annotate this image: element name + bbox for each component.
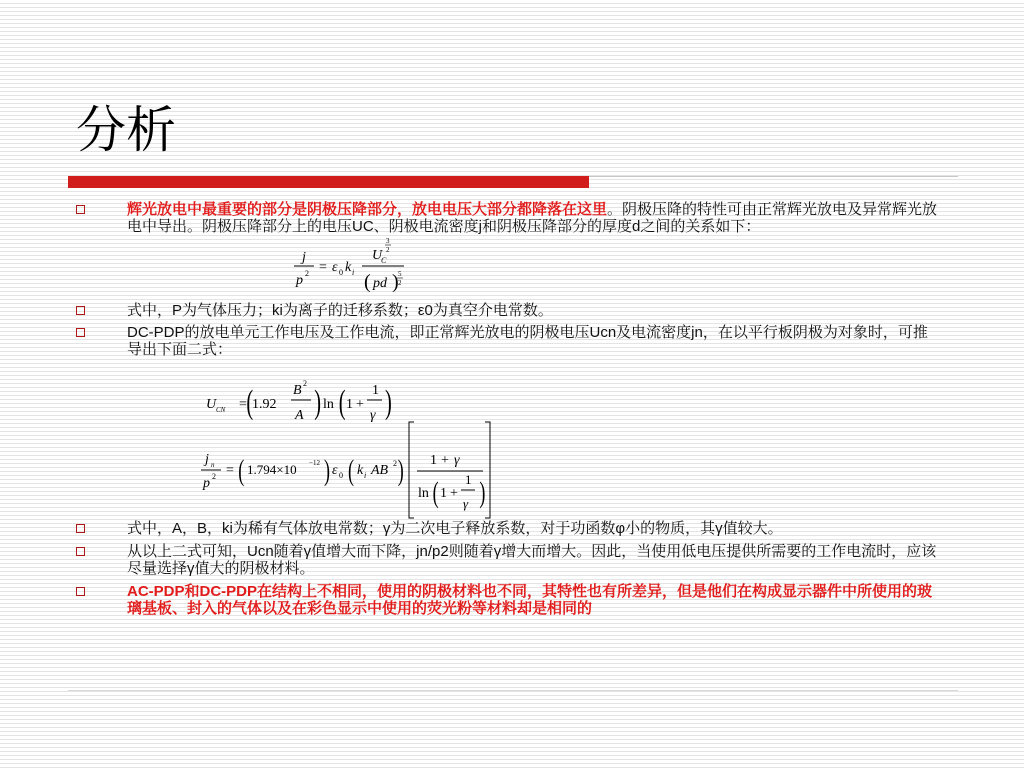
- eq2-one: 1: [346, 397, 353, 412]
- eq1-U: U: [372, 248, 383, 263]
- bullet-text: [127, 583, 942, 617]
- eq1-U-sub: C: [381, 256, 387, 265]
- eq1-k: k: [345, 260, 352, 275]
- eq3-epsilon: ε: [332, 463, 338, 478]
- body-text: 。阴极压降的特性可由正常辉光放电及异常辉光放电中导出。阴极压降部分上的电压UC、阴极电流密度j和阴极压降部分的厚度d之间的关系如下：: [127, 201, 938, 235]
- eq2-U: U: [206, 397, 217, 412]
- square-bullet-icon: [76, 547, 85, 556]
- eq3-den-gamma: γ: [463, 496, 469, 511]
- bullet-text: 式中，A，B，ki为稀有气体放电常数；γ为二次电子释放系数，对于功函数φ小的物质，其γ值较大。: [127, 520, 783, 537]
- eq2-lparen1: (: [246, 383, 254, 422]
- eq1-epsilon-sub: 0: [339, 268, 343, 277]
- bullet-text: [127, 201, 942, 235]
- eq3-den-plus: +: [450, 486, 458, 501]
- eq3-coef: 1.794×10: [247, 462, 297, 477]
- title-underline: [68, 176, 958, 188]
- highlight-text: AC-PDP和DC-PDP在结构上不相同，使用的阴极材料也不同，其特性也有所差异，但是他们在构成显示器件中所使用的玻璃基板、封入的气体以及在彩色显示中使用的荧光粉等材料却是相同的: [127, 583, 933, 617]
- eq3-p: p: [203, 476, 210, 491]
- eq1-pd-exp-den: 2: [398, 279, 402, 287]
- eq2-U-sub: CN: [216, 406, 226, 414]
- eq3-num-plus: +: [441, 453, 449, 468]
- eq2-equals: =: [239, 397, 247, 412]
- eq2-lparen2: (: [338, 383, 346, 422]
- equation-jn: [195, 420, 495, 525]
- eq3-rparen3: ): [479, 476, 486, 510]
- eq3-j: j: [205, 452, 209, 467]
- eq1-equals: =: [319, 260, 327, 275]
- square-bullet-icon: [76, 205, 85, 214]
- eq3-AB: AB: [371, 463, 389, 478]
- title-rule: [589, 176, 958, 177]
- square-bullet-icon: [76, 306, 85, 315]
- eq1-p: p: [296, 273, 303, 288]
- eq3-k: k: [357, 463, 364, 478]
- equation-cathode-fall: [288, 235, 418, 304]
- eq2-B: B: [293, 383, 302, 398]
- eq3-AB-exp: 2: [393, 459, 397, 468]
- eq2-rparen1: ): [314, 383, 321, 422]
- eq3-lparen2: (: [348, 454, 354, 488]
- eq3-epsilon-sub: 0: [339, 471, 343, 480]
- eq3-num-one: 1: [430, 453, 437, 468]
- eq1-lparen: (: [364, 271, 371, 293]
- eq1-rparen: ): [392, 271, 399, 293]
- eq2-coef: 1.92: [252, 397, 277, 412]
- eq1-U-exp-num: 3: [386, 237, 390, 245]
- eq3-equals: =: [226, 463, 234, 478]
- eq3-den-one: 1: [440, 486, 447, 501]
- eq1-U-exp-den: 2: [386, 246, 390, 254]
- eq1-j: j: [302, 250, 306, 265]
- eq2-plus: +: [356, 397, 364, 412]
- eq1-epsilon: ε: [332, 260, 338, 275]
- eq2-rparen2: ): [385, 383, 392, 422]
- bullet-text: 从以上二式可知，Ucn随着γ值增大而下降，jn/p2则随着γ增大而增大。因此，当使用低电压提供所需要的工作电流时，应该尽量选择γ值大的阴极材料。: [127, 543, 937, 577]
- eq3-ln: ln: [418, 486, 429, 501]
- eq2-gamma: γ: [370, 408, 376, 423]
- eq1-p-exp: 2: [305, 269, 309, 278]
- eq1-pd-exp-num: 5: [398, 270, 402, 278]
- slide-title: 分析: [76, 101, 176, 159]
- footer-rule: [68, 690, 958, 691]
- bullet-text: 式中，P为气体压力；ki为离子的迁移系数；ε0为真空介电常数。: [127, 302, 553, 319]
- eq3-lparen1: (: [238, 454, 245, 488]
- title-accent-bar: [68, 176, 589, 188]
- bullet-text: DC-PDP的放电单元工作电压及工作电流，即正常辉光放电的阴极电压Ucn及电流密度jn，在以平行板阴极为对象时，可推导出下面二式：: [127, 324, 928, 358]
- eq3-rparen2: ): [397, 454, 404, 488]
- eq3-rparen1: ): [324, 454, 330, 488]
- square-bullet-icon: [76, 524, 85, 533]
- highlight-text: 辉光放电中最重要的部分是阴极压降部分，放电电压大部分都降落在这里: [127, 201, 608, 218]
- eq3-p-exp: 2: [212, 472, 216, 481]
- eq3-num-gamma: γ: [454, 453, 460, 468]
- eq3-k-sub: i: [364, 471, 367, 480]
- eq2-ln: ln: [323, 397, 334, 412]
- eq2-frac-one: 1: [372, 383, 379, 398]
- eq1-pd: pd: [373, 276, 387, 291]
- square-bullet-icon: [76, 587, 85, 596]
- eq3-j-sub: n: [211, 461, 215, 469]
- eq3-lparen3: (: [432, 476, 439, 510]
- eq3-den-frac-one: 1: [465, 472, 472, 487]
- eq1-k-sub: i: [352, 268, 355, 277]
- square-bullet-icon: [76, 328, 85, 337]
- eq3-coef-exp: −12: [309, 459, 320, 467]
- eq2-B-exp: 2: [303, 379, 307, 388]
- eq2-A: A: [295, 408, 304, 423]
